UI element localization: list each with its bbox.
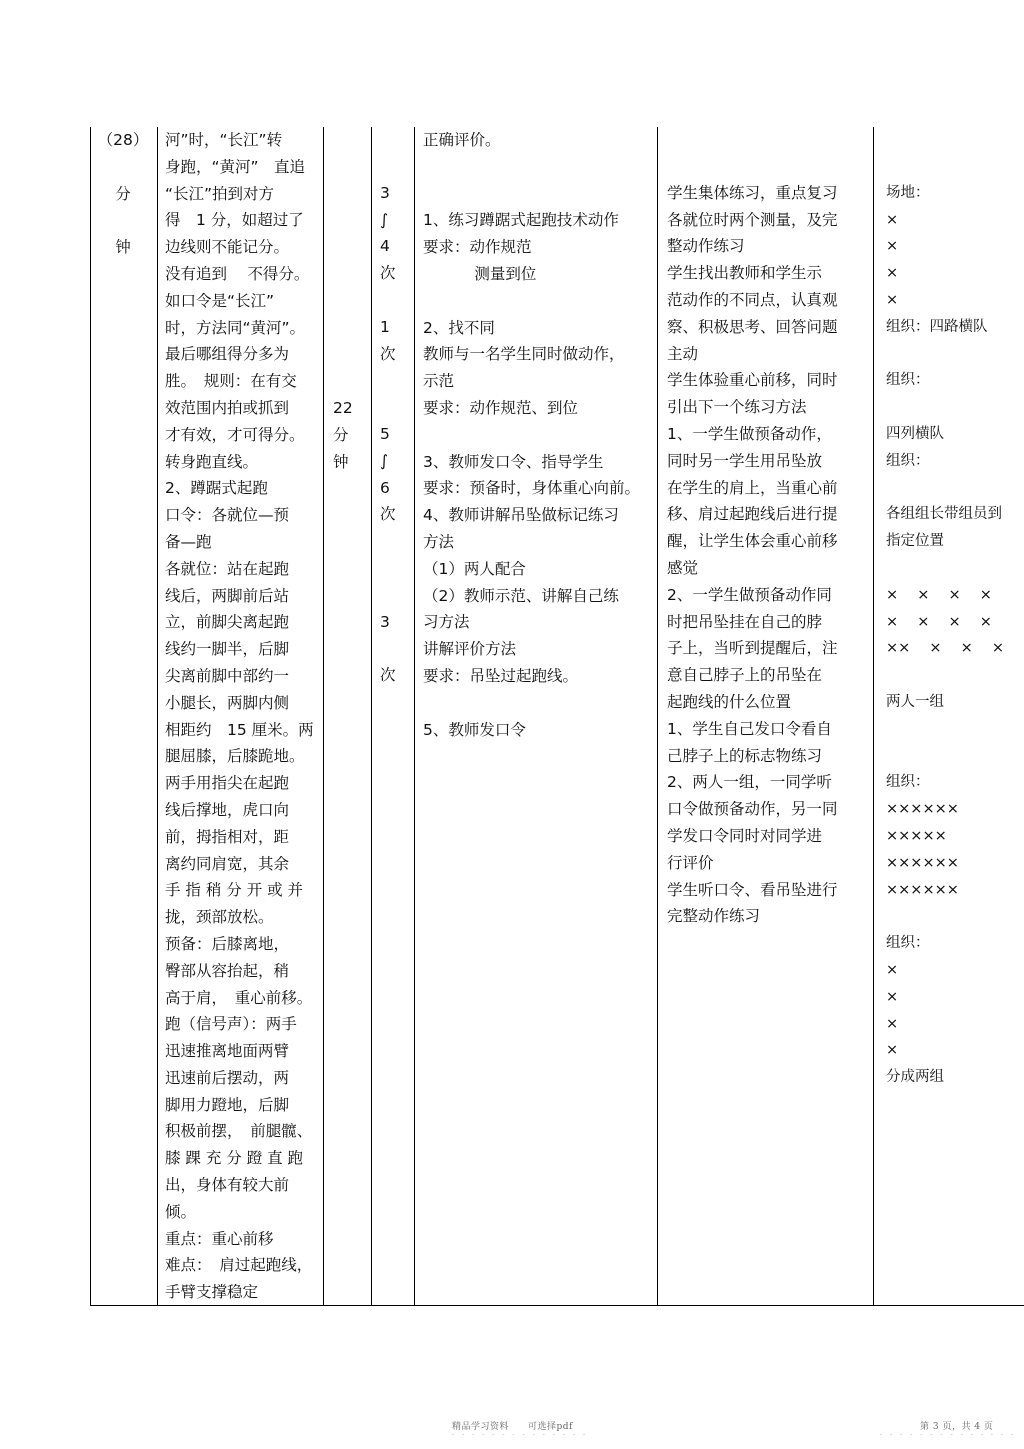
organization-line: 四列横队 [886,425,944,442]
teacher-line: 2、找不同 [423,318,495,337]
time-line [91,154,155,181]
organization-line: 分成两组 [886,1069,944,1086]
table-bottom-border [90,1305,1024,1306]
student-line: 学生体验重心前移，同时 [667,371,838,390]
student-line: 感觉 [667,558,699,577]
student-line: 引出下一个练习方法 [667,398,807,417]
minutes-line [333,127,353,154]
times-line: 1 [380,317,390,336]
organization-line: × [886,1042,899,1059]
footer-right-dots: - - - - - - - - - - - - - - [880,1431,1017,1438]
minutes-line [333,288,353,315]
student-column [657,127,873,1306]
times-line: 3 [380,183,390,202]
times-line [380,582,396,609]
teacher-line: 1、练习蹲踞式起跑技术动作 [423,211,619,230]
student-line: 醒，让学生体会重心前移 [667,532,838,551]
organization-line: ×××××× [886,801,959,818]
teacher-line: 要求：动作规范、到位 [423,398,579,417]
student-line: 2、一学生做预备动作同 [667,585,832,604]
content-line: 最后哪组得分多为 [165,345,290,364]
organization-line: 各组组长带组员到 [886,506,1002,523]
content-line: 线约一脚半，后脚 [165,640,290,659]
organization-line [886,153,1004,180]
teacher-line: 示范 [423,372,455,391]
times-line [380,367,396,394]
teacher-line: 要求：吊坠过起跑线。 [423,666,579,685]
minutes-line [333,261,353,288]
times-line [380,394,396,421]
teacher-line: 4、教师讲解吊坠做标记练习 [423,506,619,525]
organization-line [886,662,1004,689]
student-line: 口令做预备动作，另一同 [667,800,838,819]
minutes-line: 钟 [333,452,349,471]
content-line: 没有追到 不得分。 [165,264,310,283]
student-line: 行评价 [667,853,714,872]
teacher-line: 要求：预备时，身体重心向前。 [423,479,641,498]
content-line: 重点：重心前移 [165,1229,274,1248]
student-line: 子上，当听到提醒后，注 [667,639,838,658]
student-line: 主动 [667,344,699,363]
organization-line: ××××× [886,827,947,844]
content-line: 转身跑直线。 [165,452,259,471]
times-line [380,287,396,314]
content-line: 手臂支撑稳定 [165,1283,259,1302]
minutes-line: 22 [333,398,353,417]
teacher-line: 要求：动作规范 [423,238,532,257]
organization-line: 组织： [886,774,930,791]
content-line: 高于肩， 重心前移。 [165,988,313,1007]
content-line: 迅速前后摆动，两 [165,1068,290,1087]
content-line: 才有效，才可得分。 [165,425,305,444]
content-line: 膝 踝 充 分 蹬 直 跑 [165,1149,304,1168]
organization-line: × [886,1015,899,1032]
teacher-line: 讲解评价方法 [423,640,517,659]
content-line: 两手用指尖在起跑 [165,774,290,793]
organization-line: 指定位置 [886,533,944,550]
teacher-line: 习方法 [423,613,470,632]
times-line: 次 [380,666,396,685]
content-line: 各就位：站在起跑 [165,559,290,578]
organization-line [886,555,1004,582]
organization-lines [886,153,1004,1091]
organization-line: 组织： [886,935,930,952]
times-line [380,528,396,555]
organization-line: × [886,265,899,282]
content-line: 脚用力蹬地，后脚 [165,1095,290,1114]
teacher-lines [423,127,640,743]
teacher-line: 正确评价。 [423,131,501,149]
organization-line: ×××××× [886,881,959,898]
content-line: 迅速推离地面两臂 [165,1042,290,1061]
student-line: 起跑线的什么位置 [667,692,792,711]
times-line: ∫ [380,210,389,229]
organization-line: × [886,961,899,978]
times-line: 次 [380,505,396,524]
times-line: 3 [380,612,390,631]
content-line: 手 指 稍 分 开 或 并 [165,881,304,900]
times-line [380,635,396,662]
content-line: 效范围内拍或抓到 [165,398,290,417]
content-line: 线后，两脚前后站 [165,586,290,605]
content-line: 积极前摆， 前腿髋、 [165,1122,313,1141]
student-line: 学生找出教师和学生示 [667,264,823,283]
organization-line [886,394,1004,421]
student-line: 意自己脖子上的吊坠在 [667,666,823,685]
content-line: 边线则不能记分。 [165,238,290,257]
content-line: 前，拇指相对，距 [165,827,290,846]
content-line: 备—跑 [165,532,212,551]
organization-line: × [886,211,899,228]
minutes-lines [333,127,353,475]
content-line: 胜。 规则：在有交 [165,372,297,391]
teacher-line: （1）两人配合 [423,559,526,578]
teacher-line [423,288,640,315]
organization-line [886,743,1004,770]
organization-line: 组织： [886,372,930,389]
time-line [91,207,155,234]
lesson-plan-table [90,127,1024,1306]
content-line: 如口令是“长江” [165,291,275,310]
student-line: 1、学生自己发口令看自 [667,719,832,738]
organization-line: × [886,238,899,255]
times-line: 4 [380,237,390,256]
time-lines [91,127,155,261]
student-line: 移、肩过起跑线后进行提 [667,505,838,524]
organization-line: 场地： [886,184,930,201]
content-line: 线后撑地，虎口向 [165,800,290,819]
organization-line: × × × × [886,613,992,630]
teacher-line: （2）教师示范、讲解自己练 [423,586,619,605]
student-line: 整动作练习 [667,237,745,256]
content-line: 河”时，“长江”转 [165,131,283,149]
content-line: 口令：各就位—预 [165,506,290,525]
organization-line: × × × × [886,586,992,603]
footer-left-dots: - - - - - - - - - - - - - - [452,1431,589,1438]
student-lines [667,153,838,930]
student-line: 察、积极思考、回答问题 [667,317,838,336]
teacher-line [423,154,640,181]
student-line: 同时另一学生用吊坠放 [667,451,823,470]
content-line: 相距约 15 厘米。两 [165,720,314,739]
minutes-line [333,368,353,395]
student-line: 范动作的不同点，认真观 [667,290,838,309]
student-line: 在学生的肩上，当重心前 [667,478,838,497]
student-line [667,153,838,180]
minutes-line [333,315,353,342]
content-line: 离约同肩宽，其余 [165,854,290,873]
organization-line: 组织： [886,452,930,469]
organization-line: ×××××× [886,854,959,871]
times-line: 5 [380,424,390,443]
times-line: 次 [380,344,396,363]
organization-line [886,716,1004,743]
student-line: 时把吊坠挂在自己的脖 [667,612,823,631]
minutes-line: 分 [333,425,349,444]
time-line: 分 [115,184,131,203]
organization-line [886,341,1004,368]
minutes-column [323,127,371,1306]
minutes-line [333,207,353,234]
teacher-line: 3、教师发口令、指导学生 [423,452,604,471]
content-line: 时，方法同“黄河”。 [165,318,306,337]
minutes-line [333,154,353,181]
time-line: 钟 [115,238,131,257]
content-line: 臀部从容抬起，稍 [165,961,290,980]
organization-line: × [886,291,899,308]
minutes-line [333,181,353,208]
organization-line: 两人一组 [886,693,944,710]
student-line: 学生听口令、看吊坠进行 [667,880,838,899]
content-line: 难点： 肩过起跑线， [165,1256,313,1275]
time-line: （28） [97,131,149,149]
teacher-line: 方法 [423,532,455,551]
student-line: 1、一学生做预备动作， [667,424,832,443]
teacher-line: 5、教师发口令 [423,720,526,739]
content-line: 倾。 [165,1202,197,1221]
times-line [380,555,396,582]
times-line [380,153,396,180]
content-line: 得 1 分，如超过了 [165,211,304,230]
content-line: “长江”拍到对方 [165,184,275,203]
content-line: 腿屈膝，后膝跪地。 [165,747,305,766]
footer-page-number: 第 3 页，共 4 页 [920,1422,994,1432]
content-line: 跑（信号声）：两手 [165,1015,297,1034]
organization-line [886,475,1004,502]
minutes-line [333,341,353,368]
content-line: 立，前脚尖离起跑 [165,613,290,632]
teacher-line [423,181,640,208]
times-column [371,127,414,1306]
teacher-line [423,422,640,449]
organization-line: 组织：四路横队 [886,318,988,335]
teacher-column [414,127,657,1306]
content-line: 小腿长，两脚内侧 [165,693,290,712]
content-line: 2、蹲踞式起跑 [165,479,268,498]
times-line: ∫ [380,451,389,470]
teacher-line: 测量到位 [423,264,537,283]
times-line: 次 [380,264,396,283]
student-line: 完整动作练习 [667,907,761,926]
content-line: 拢，颈部放松。 [165,908,274,927]
content-line: 尖离前脚中部约一 [165,666,290,685]
content-line: 出，身体有较大前 [165,1176,290,1195]
times-lines [380,153,396,689]
organization-column [873,127,1024,1306]
organization-line: ×× × × × [886,640,1005,657]
teacher-line [423,690,640,717]
content-lines [165,127,314,1306]
student-line: 各就位时两个测量，及完 [667,210,838,229]
student-line: 学发口令同时对同学进 [667,826,823,845]
student-line: 己脖子上的标志物练习 [667,746,823,765]
times-line: 6 [380,478,390,497]
student-line: 学生集体练习，重点复习 [667,183,838,202]
content-column [157,127,323,1306]
minutes-line [333,234,353,261]
organization-line: × [886,988,899,1005]
teacher-line: 教师与一名学生同时做动作， [423,345,625,364]
organization-line [886,903,1004,930]
content-line: 预备：后膝离地， [165,934,290,953]
content-line: 身跑，“黄河” 直追 [165,157,306,176]
footer-left-text: 精品学习资料 可选择pdf [452,1422,573,1432]
time-column [90,127,157,1306]
student-line: 2、两人一组，一同学听 [667,773,832,792]
